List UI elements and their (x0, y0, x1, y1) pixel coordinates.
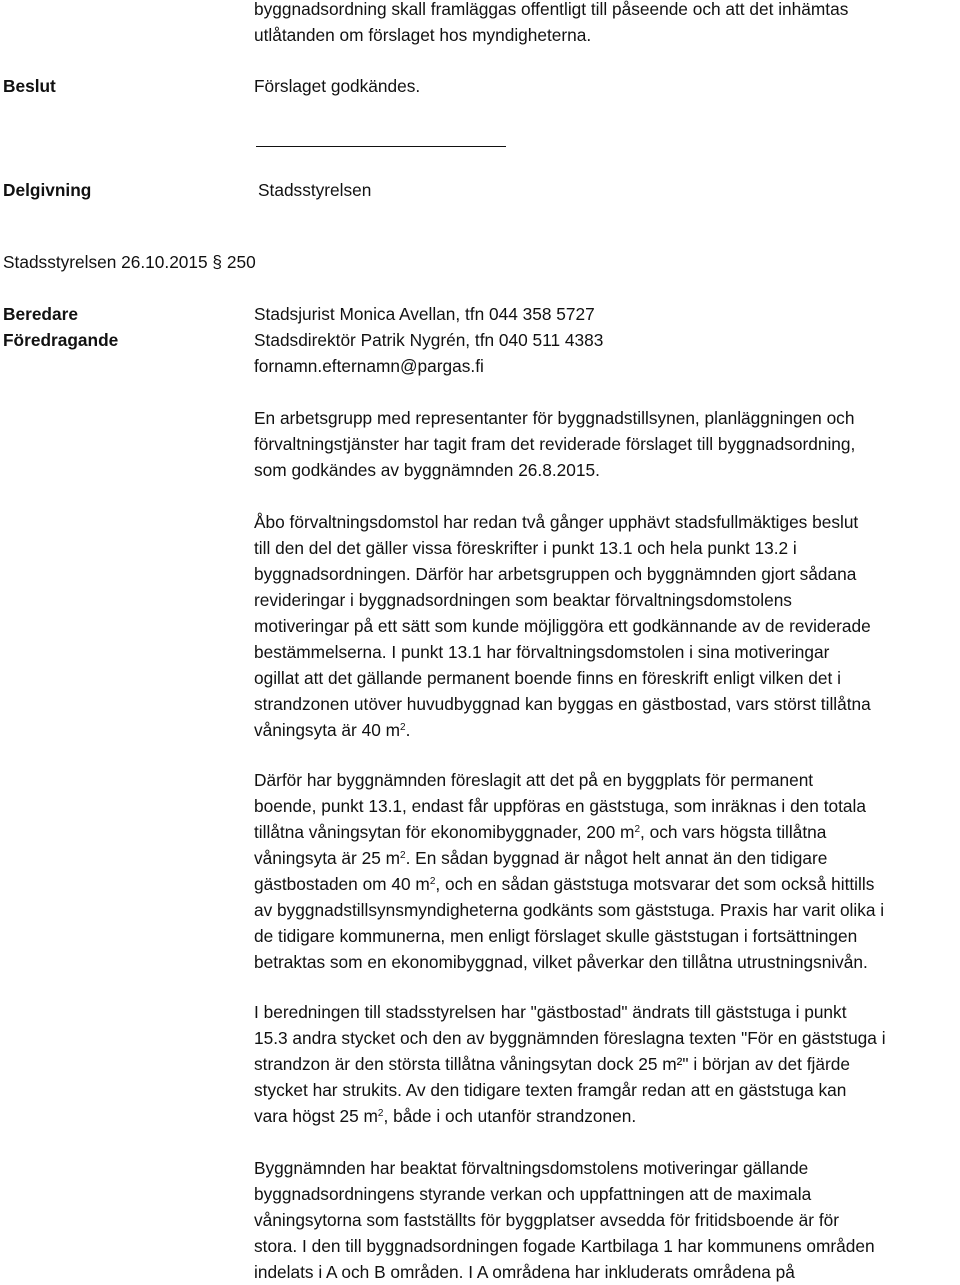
paragraph-3-line: de tidigare kommunerna, men enligt förslaget skulle gäststugan i fortsättningen (254, 926, 858, 946)
presenter-text: Stadsdirektör Patrik Nygrén, tfn 040 511 4383 (254, 330, 604, 350)
paragraph-4-line: vara högst 25 $m^2$, både i och utanför strandzonen. (254, 1106, 637, 1126)
paragraph-4-line: stycket har strukits. Av den tidigare texten framgår redan att en gäststuga kan (254, 1080, 847, 1100)
paragraph-5-line: våningsytorna som fastställts för byggplatser avsedda för fritidsboende är för (254, 1210, 839, 1230)
paragraph-3-line: boende, punkt 13.1, endast får uppföras en gäststuga, som inräknas i den totala (254, 796, 866, 816)
paragraph-2-line: till den del det gäller vissa föreskrifter i punkt 13.1 och hela punkt 13.2 i (254, 538, 797, 558)
paragraph-4-line: I beredningen till stadsstyrelsen har "gästbostad" ändrats till gäststuga i punkt (254, 1002, 847, 1022)
superscript: 2 (377, 1108, 384, 1119)
paragraph-3-line: betraktas som en ekonomibyggnad, vilket påverkar den tillåtna utrustningsnivån. (254, 952, 868, 972)
paragraph-1-line: förvaltningstjänster har tagit fram det reviderade förslaget till byggnadsordning, (254, 434, 856, 454)
paragraph-3-line: tillåtna våningsytan för ekonomibyggnader, 200 $m^2$, och vars högsta tillåtna (254, 822, 827, 842)
paragraph-2-line: ogillat att det gällande permanent boende finns en föreskrift enligt vilken det i (254, 668, 841, 688)
paragraph-2-line: bestämmelserna. I punkt 13.1 har förvaltningsdomstolen i sina motiveringar (254, 642, 830, 662)
intro-line-2: utlåtanden om förslaget hos myndigheterna. (254, 25, 592, 45)
paragraph-2-line: byggnadsordningen. Därför har arbetsgruppen och byggnämnden gjort sådana (254, 564, 857, 584)
paragraph-2-line: våningsyta är 40 $m^2$. (254, 720, 411, 740)
superscript: 2 (400, 850, 406, 861)
paragraph-2-line: strandzonen utöver huvudbyggnad kan byggas en gästbostad, vars störst tillåtna (254, 694, 871, 714)
paragraph-2-line: Åbo förvaltningsdomstol har redan två gånger upphävt stadsfullmäktiges beslut (254, 512, 859, 532)
paragraph-5-line: indelats i A och B områden. I A områdena har inkluderats områdena på (254, 1262, 795, 1282)
presenter-email: fornamn.efternamn@pargas.fi (254, 356, 484, 376)
superscript: 2 (634, 824, 640, 835)
superscript: 2 (429, 876, 436, 887)
superscript: 2 (400, 722, 406, 733)
paragraph-5-line: byggnadsordningens styrande verkan och uppfattningen att de maximala (254, 1184, 812, 1204)
preparer-label: Beredare (3, 304, 78, 324)
paragraph-2-line: revideringar i byggnadsordningen som beaktar förvaltningsdomstolens (254, 590, 792, 610)
decision-label: Beslut (3, 76, 56, 96)
paragraph-5-line: Byggnämnden har beaktat förvaltningsdomstolens motiveringar gällande (254, 1158, 809, 1178)
paragraph-1-line: En arbetsgrupp med representanter för byggnadstillsynen, planläggningen och (254, 408, 855, 428)
intro-line-1: byggnadsordning skall framläggas offentligt till påseende och att det inhämtas (254, 0, 849, 19)
paragraph-4-line: 15.3 andra stycket och den av byggnämnden föreslagna texten "För en gäststuga i (254, 1028, 886, 1048)
decision-text: Förslaget godkändes. (254, 76, 421, 96)
paragraph-3-line: våningsyta är 25 $m^2$. En sådan byggnad är något helt annat än den tidigare (254, 848, 828, 868)
signature-line (256, 146, 506, 147)
paragraph-3-line: av byggnadstillsynsmyndigheterna godkänts som gäststuga. Praxis har varit olika i (254, 900, 885, 920)
paragraph-5-line: stora. I den till byggnadsordningen fogade Kartbilaga 1 har kommunens områden (254, 1236, 875, 1256)
paragraph-2-line: motiveringar på ett sätt som kunde möjliggöra ett godkännande av de reviderade (254, 616, 871, 636)
delivery-label: Delgivning (3, 180, 92, 200)
preparer-text: Stadsjurist Monica Avellan, tfn 044 358 5727 (254, 304, 595, 324)
delivery-text: Stadsstyrelsen (258, 180, 372, 200)
paragraph-1-line: som godkändes av byggnämnden 26.8.2015. (254, 460, 600, 480)
paragraph-3-line: Därför har byggnämnden föreslagit att det på en byggplats för permanent (254, 770, 814, 790)
meeting-reference: Stadsstyrelsen 26.10.2015 § 250 (3, 252, 256, 272)
paragraph-3-line: gästbostaden om 40 $m^2$, och en sådan gäststuga motsvarar det som också hittills (254, 874, 875, 894)
presenter-label: Föredragande (3, 330, 119, 350)
paragraph-4-line: strandzon är den största tillåtna våningsytan dock 25 m²" i början av det fjärde (254, 1054, 850, 1074)
